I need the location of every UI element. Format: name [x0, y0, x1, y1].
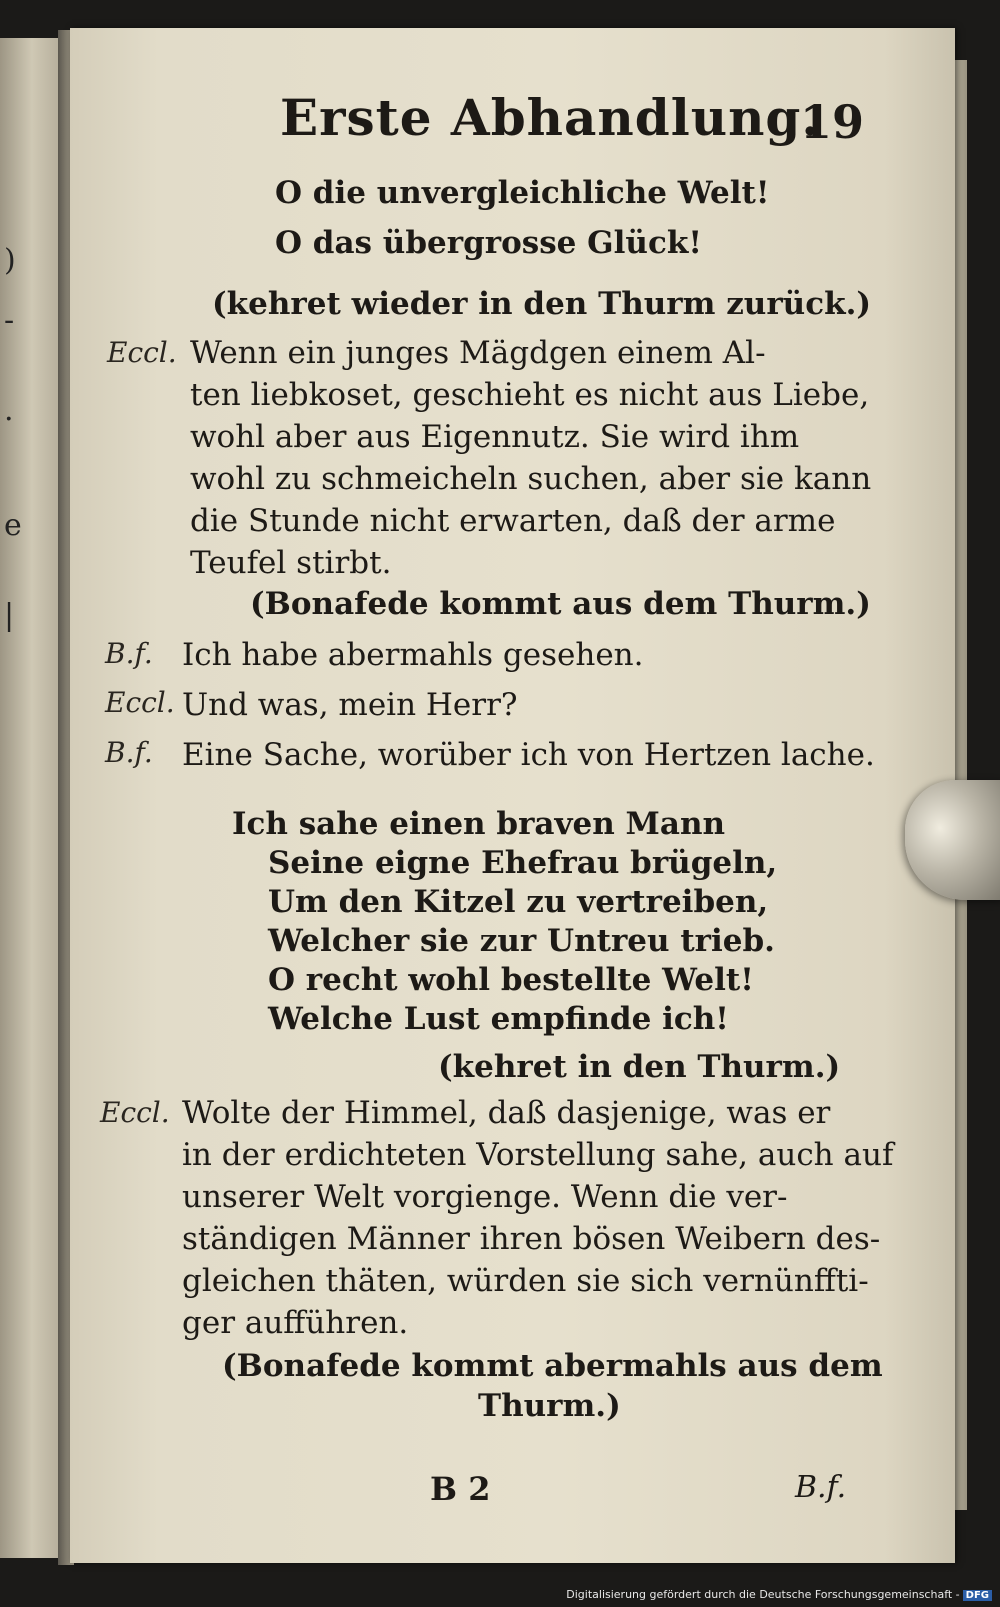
- left-page-fragment: ): [4, 243, 16, 278]
- left-page-fragment: -: [4, 303, 15, 338]
- speaker-label: B.f.: [105, 637, 153, 670]
- credit-text: Digitalisierung gefördert durch die Deutsche Forschungsgemeinschaft -: [566, 1588, 960, 1601]
- text-line: Wolte der Himmel, daß dasjenige, was er: [182, 1095, 831, 1131]
- text-line: O das übergrosse Glück!: [275, 225, 702, 261]
- text-line: ständigen Männer ihren bösen Weibern des-: [182, 1221, 881, 1257]
- stage-direction: (kehret wieder in den Thurm zurück.): [212, 286, 872, 322]
- speech-block: [190, 332, 872, 584]
- text-line: wohl aber aus Eigennutz. Sie wird ihm: [190, 419, 800, 455]
- page-number: 19: [800, 95, 865, 149]
- digitization-credit: [566, 1588, 992, 1601]
- verse-line: Welche Lust empfinde ich!: [268, 1001, 729, 1037]
- verse-line: Welcher sie zur Untreu trieb.: [268, 923, 775, 959]
- verse-line: Ich sahe einen braven Mann: [232, 806, 726, 842]
- verse-line: O recht wohl bestellte Welt!: [268, 962, 754, 998]
- speaker-label: Eccl.: [100, 1096, 170, 1129]
- text-line: O die unvergleichliche Welt!: [275, 175, 770, 211]
- text-line: Eine Sache, worüber ich von Hertzen lache.: [182, 737, 875, 773]
- text-line: in der erdichteten Vorstellung sahe, auch auf: [182, 1137, 894, 1173]
- text-line: Und was, mein Herr?: [182, 687, 518, 723]
- speaker-label: Eccl.: [105, 686, 175, 719]
- dfg-logo: DFG: [963, 1590, 992, 1601]
- verse-line: Seine eigne Ehefrau brügeln,: [268, 845, 778, 881]
- text-line: die Stunde nicht erwarten, daß der arme: [190, 503, 836, 539]
- left-page-edge: [0, 38, 61, 1558]
- text-line: Wenn ein junges Mägdgen einem Al-: [190, 335, 766, 371]
- left-page-fragment: |: [4, 598, 15, 633]
- stage-direction: (Bonafede kommt aus dem Thurm.): [250, 586, 871, 622]
- text-line: unserer Welt vorgienge. Wenn die ver-: [182, 1179, 788, 1215]
- left-page-fragment: .: [4, 393, 14, 428]
- signature-mark: B 2: [430, 1470, 491, 1508]
- stage-direction: (Bonafede kommt abermahls aus dem: [222, 1348, 883, 1384]
- text-line: Teufel stirbt.: [190, 545, 392, 581]
- verse-line: Um den Kitzel zu vertreiben,: [268, 884, 769, 920]
- page-header: Erste Abhandlung.: [280, 88, 820, 147]
- stage-direction: Thurm.): [478, 1388, 621, 1424]
- text-line: gleichen thäten, würden sie sich vernünffti-: [182, 1263, 869, 1299]
- text-line: Ich habe abermahls gesehen.: [182, 637, 644, 673]
- stage-direction: (kehret in den Thurm.): [438, 1049, 841, 1085]
- speaker-label: B.f.: [105, 736, 153, 769]
- left-page-fragment: e: [4, 508, 22, 543]
- speech-block: [182, 1092, 894, 1344]
- text-line: ger aufführen.: [182, 1305, 409, 1341]
- catchword: B.f.: [795, 1470, 847, 1505]
- speaker-label: Eccl.: [107, 336, 177, 369]
- text-line: ten liebkoset, geschieht es nicht aus Liebe,: [190, 377, 870, 413]
- text-line: wohl zu schmeicheln suchen, aber sie kann: [190, 461, 872, 497]
